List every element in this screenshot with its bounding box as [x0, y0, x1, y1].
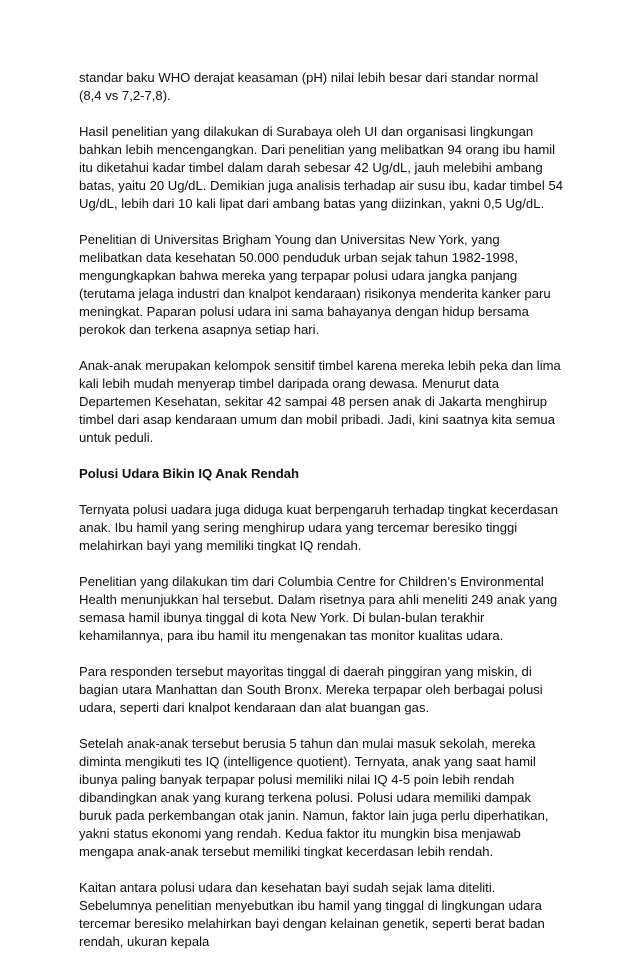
- paragraph-respondents: Para responden tersebut mayoritas tinggal di daerah pinggiran yang miskin, di bagian utara Manhattan dan South Bronx. Mereka terpapar oleh berbagai polusi udara, seperti dari knalpot kendaraan dan alat buangan gas.: [79, 664, 543, 715]
- paragraph-air-pollution-baby-health: Kaitan antara polusi udara dan kesehatan bayi sudah sejak lama diteliti. Sebelumnya penelitian menyebutkan ibu hamil yang tinggal di lingkungan udara tercemar beresiko melahirkan bayi dengan kelainan genetik, seperti berat badan rendah, ukuran kepala: [79, 880, 545, 949]
- paragraph-surabaya-research: Hasil penelitian yang dilakukan di Surabaya oleh UI dan organisasi lingkungan bahkan lebih mencengangkan. Dari penelitian yang melibatkan 94 orang ibu hamil itu diketahui kadar timbel dalam darah sebesar 42 Ug/dL, jauh melebihi ambang batas, yaitu 20 Ug/dL. Demikian juga analisis terhadap air susu ibu, kadar timbel 54 Ug/dL, lebih dari 10 kali lipat dari ambang batas yang diizinkan, yakni 0,5 Ug/dL.: [79, 124, 564, 211]
- document-page: [79, 69, 564, 969]
- paragraph-brigham-young-research: Penelitian di Universitas Brigham Young dan Universitas New York, yang melibatkan data kesehatan 50.000 penduduk urban sejak tahun 1982-1998, mengungkapkan bahwa mereka yang terpapar polusi udara jangka panjang (terutama jelaga industri dan knalpot kendaraan) risikonya menderita kanker paru meningkat. Paparan polusi udara ini sama bahayanya dengan hidup bersama perokok dan terkena asapnya setiap hari.: [79, 232, 551, 337]
- paragraph-children-sensitivity: Anak-anak merupakan kelompok sensitif timbel karena mereka lebih peka dan lima kali lebih mudah menyerap timbel daripada orang dewasa. Menurut data Departemen Kesehatan, sekitar 42 sampai 48 persen anak di Jakarta menghirup timbel dari asap kendaraan umum dan mobil pribadi. Jadi, kini saatnya kita semua untuk peduli.: [79, 358, 561, 445]
- paragraph-ph-standard: standar baku WHO derajat keasaman (pH) nilai lebih besar dari standar normal (8,4 vs 7,2-7,8).: [79, 70, 539, 103]
- paragraph-iq-intro: Ternyata polusi uadara juga diduga kuat berpengaruh terhadap tingkat kecerdasan anak. Ibu hamil yang sering menghirup udara yang tercemar beresiko tinggi melahirkan bayi yang memiliki tingkat IQ rendah.: [79, 502, 558, 553]
- paragraph-iq-test: Setelah anak-anak tersebut berusia 5 tahun dan mulai masuk sekolah, mereka diminta mengikuti tes IQ (intelligence quotient). Ternyata, anak yang saat hamil ibunya paling banyak terpapar polusi memiliki nilai IQ 4-5 poin lebih rendah dibandingkan anak yang kurang terkena polusi. Polusi udara memiliki dampak buruk pada perkembangan otak janin. Namun, faktor lain juga perlu diperhatikan, yakni status ekonomi yang rendah. Kedua faktor itu mungkin bisa menjawab mengapa anak-anak tersebut memiliki tingkat kecerdasan lebih rendah.: [79, 736, 549, 859]
- section-heading-iq: Polusi Udara Bikin IQ Anak Rendah: [79, 466, 299, 481]
- paragraph-columbia-research: Penelitian yang dilakukan tim dari Columbia Centre for Children’s Environmental Health menunjukkan hal tersebut. Dalam risetnya para ahli meneliti 249 anak yang semasa hamil ibunya tinggal di kota New York. Di bulan-bulan terakhir kehamilannya, para ibu hamil itu mengenakan tas monitor kualitas udara.: [79, 574, 558, 643]
